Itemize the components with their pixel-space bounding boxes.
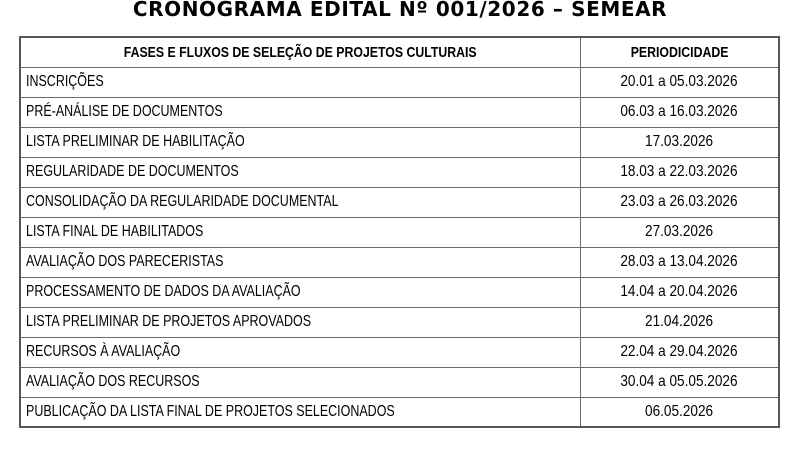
phase-cell: PRÉ-ANÁLISE DE DOCUMENTOS [20,97,580,127]
period-cell: 30.04 a 05.05.2026 [580,367,779,397]
table-header-row [20,37,779,67]
period-cell: 22.04 a 29.04.2026 [580,337,779,367]
schedule-table [19,36,780,428]
period-cell: 06.05.2026 [580,397,779,427]
phase-cell: AVALIAÇÃO DOS RECURSOS [20,367,580,397]
table-row [20,157,779,187]
table-row [20,187,779,217]
phase-column-header: FASES E FLUXOS DE SELEÇÃO DE PROJETOS CULTURAIS [20,37,580,67]
phase-cell: INSCRIÇÕES [20,67,580,97]
period-cell: 27.03.2026 [580,217,779,247]
document-title: CRONOGRAMA EDITAL Nº 001/2026 – SEMEAR [132,0,668,21]
period-cell: 17.03.2026 [580,127,779,157]
phase-cell: LISTA FINAL DE HABILITADOS [20,217,580,247]
phase-cell: AVALIAÇÃO DOS PARECERISTAS [20,247,580,277]
period-cell: 18.03 a 22.03.2026 [580,157,779,187]
table-row [20,367,779,397]
phase-cell: PUBLICAÇÃO DA LISTA FINAL DE PROJETOS SELECIONADOS [20,397,580,427]
table-row [20,247,779,277]
table-row [20,127,779,157]
phase-cell: PROCESSAMENTO DE DADOS DA AVALIAÇÃO [20,277,580,307]
period-cell: 28.03 a 13.04.2026 [580,247,779,277]
period-cell: 23.03 a 26.03.2026 [580,187,779,217]
period-cell: 20.01 a 05.03.2026 [580,67,779,97]
phase-cell: LISTA PRELIMINAR DE HABILITAÇÃO [20,127,580,157]
period-cell: 14.04 a 20.04.2026 [580,277,779,307]
period-cell: 21.04.2026 [580,307,779,337]
table-row [20,97,779,127]
table-row [20,397,779,427]
period-cell: 06.03 a 16.03.2026 [580,97,779,127]
period-column-header: PERIODICIDADE [580,37,779,67]
phase-cell: RECURSOS À AVALIAÇÃO [20,337,580,367]
table-row [20,217,779,247]
table-row [20,307,779,337]
phase-cell: REGULARIDADE DE DOCUMENTOS [20,157,580,187]
table-row [20,337,779,367]
phase-cell: CONSOLIDAÇÃO DA REGULARIDADE DOCUMENTAL [20,187,580,217]
table-row [20,277,779,307]
phase-cell: LISTA PRELIMINAR DE PROJETOS APROVADOS [20,307,580,337]
table-row [20,67,779,97]
